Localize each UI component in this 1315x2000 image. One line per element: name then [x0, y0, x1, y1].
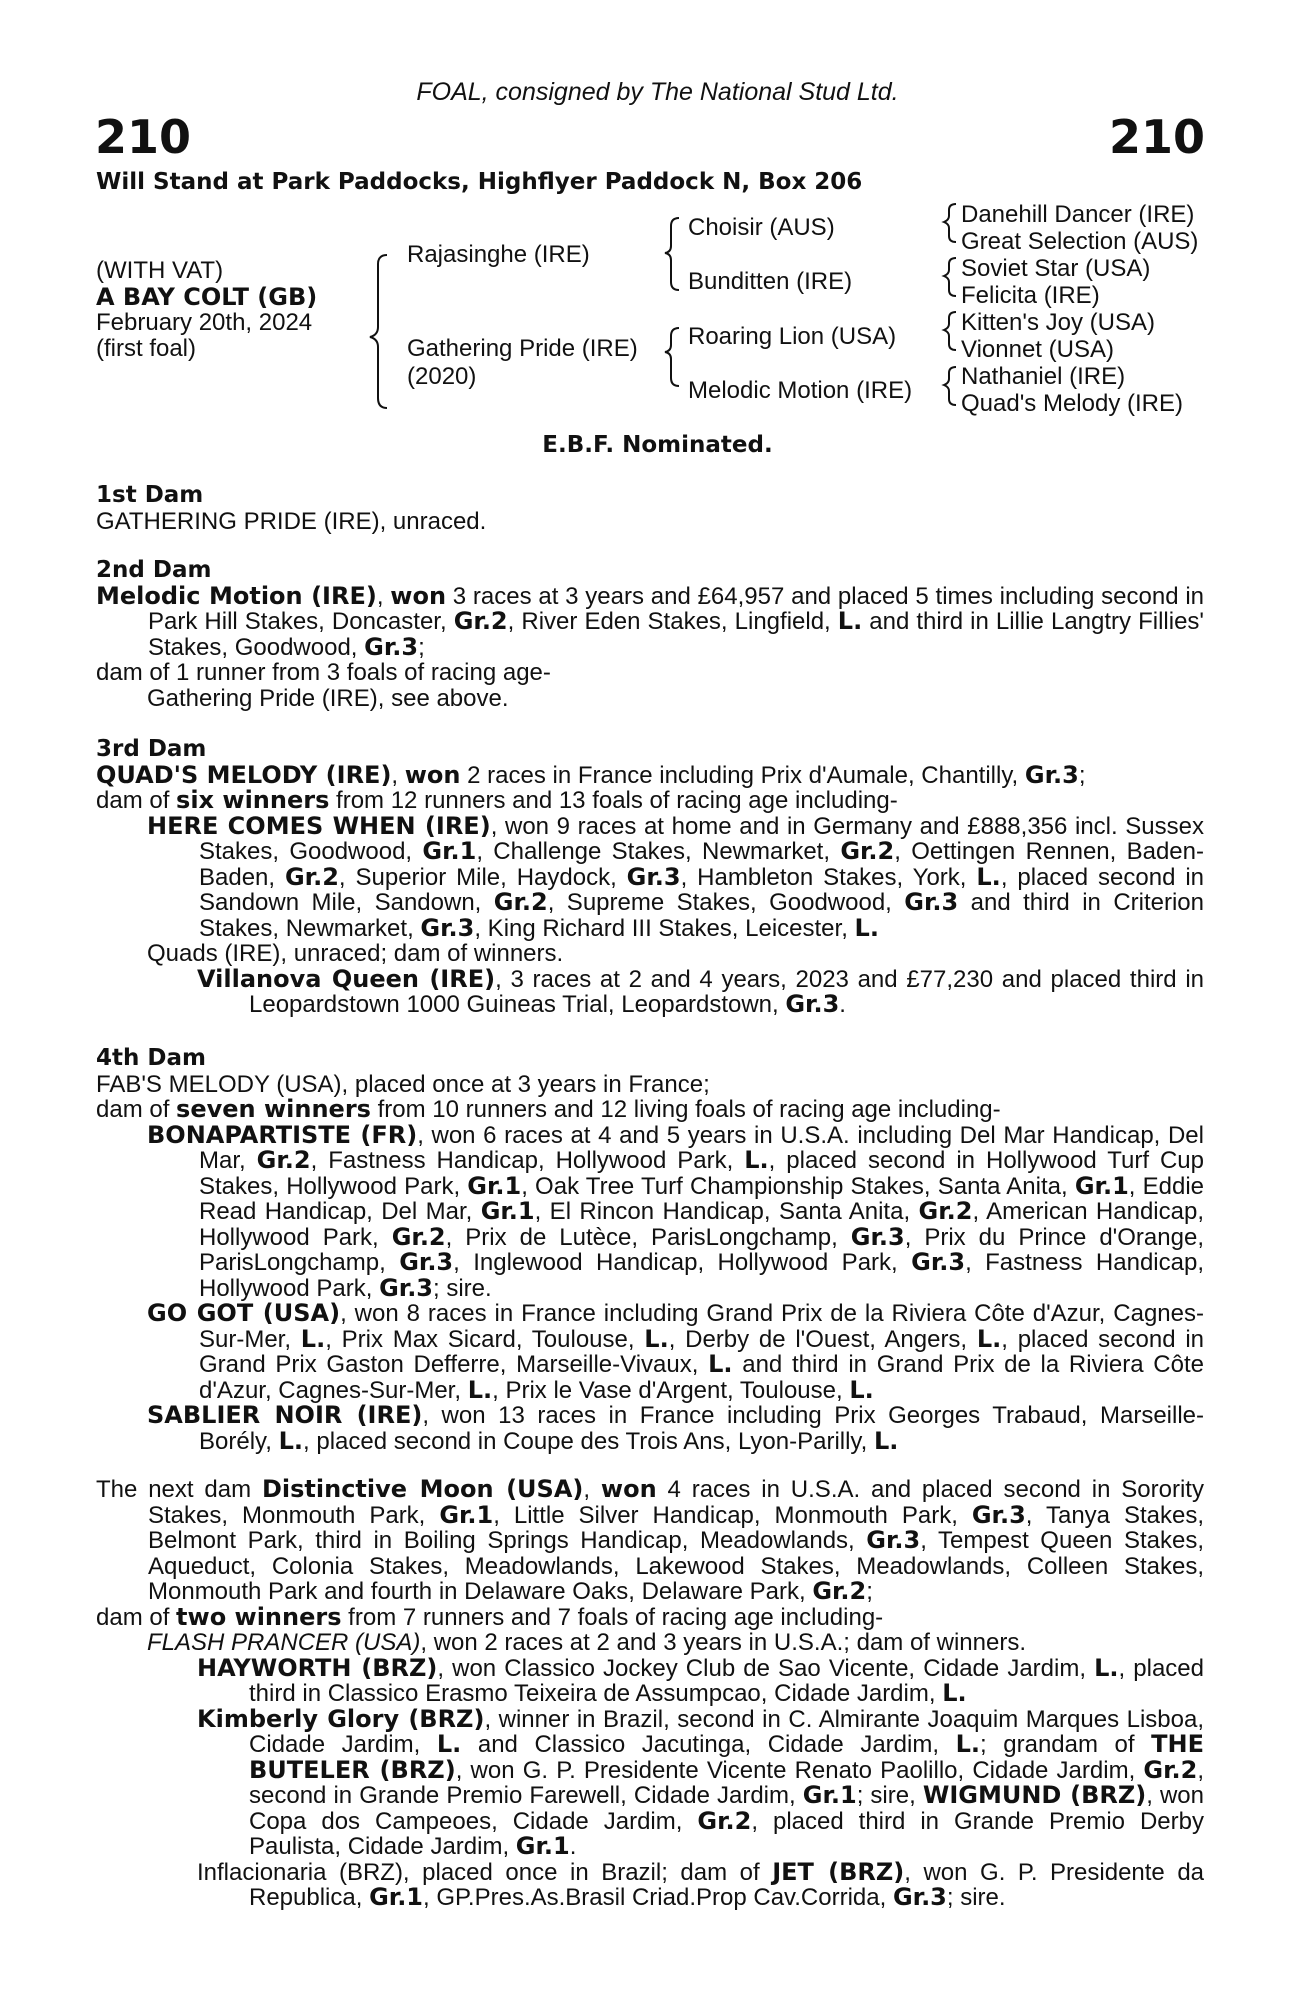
grade: Gr.1 [422, 837, 477, 865]
horse-name: HAYWORTH (BRZ) [197, 1653, 438, 1682]
horse-name: WIGMUND (BRZ) [922, 1781, 1147, 1809]
text: , Superior Mile, Haydock, [338, 863, 627, 891]
text: , El Rincon Handicap, Santa Anita, [534, 1198, 919, 1225]
text: , won 8 races in France including Grand Prix de la Riviera Côte d'Azur, Cagnes-Sur-Mer, [199, 1300, 1204, 1353]
grade: L. [854, 913, 879, 942]
produce-entry: Quads (IRE), unraced; dam of winners. [147, 940, 564, 967]
section-heading: 4th Dam [96, 1045, 206, 1071]
next-dam-section [96, 1477, 1204, 1911]
text: 3 races at 3 years and £64,957 and placed 5 times including second in Park Hill Stakes, Doncaster, [148, 582, 1205, 635]
text: , Fastness Handicap, Hollywood Park, [199, 1249, 1205, 1302]
second-dam-section [96, 558, 1204, 711]
text: dam of [96, 1603, 177, 1631]
grade: Gr.3 [850, 1222, 905, 1251]
text: , placed second in Coupe des Trois Ans, Lyon-Parilly, [303, 1427, 874, 1455]
horse-name: Kimberly Glory (BRZ) [197, 1704, 485, 1733]
text: , placed third in Classico Erasmo Teixeira de Assumpcao, Cidade Jardim, [249, 1654, 1204, 1707]
grade: Gr.2 [697, 1806, 752, 1835]
winners-count: two winners [176, 1602, 342, 1631]
text: , Prix Max Sicard, Toulouse, [325, 1325, 645, 1353]
text: . [569, 1833, 577, 1860]
produce-line [96, 788, 1204, 814]
text: , Prix du Prince d'Orange, ParisLongchamp, [199, 1223, 1204, 1276]
grade: Gr.3 [904, 888, 959, 916]
text: and Classico Jacutinga, Cidade Jardim, [461, 1731, 956, 1758]
grade: L. [976, 1324, 1002, 1353]
pedigree-sire-dam: Bunditten (IRE) [688, 268, 853, 295]
text: The next dam [96, 1476, 262, 1503]
grade: L. [644, 1324, 669, 1353]
pedigree-ssd: Great Selection (AUS) [961, 228, 1199, 255]
produce-entry [96, 1403, 1204, 1454]
grade: L. [874, 1426, 899, 1455]
lot-number-right: 210 [1108, 110, 1205, 164]
text: , won 2 races at 2 and 3 years in U.S.A.; dam of winners. [420, 1629, 1026, 1656]
text: , won 13 races in France including Prix Georges Trabaud, Marseille-Borély, [199, 1402, 1205, 1455]
text: , won Classico Jockey Club de Sao Vicente, Cidade Jardim, [437, 1654, 1095, 1682]
text: , Prix de Lutèce, ParisLongchamp, [445, 1223, 851, 1251]
text: , GP.Pres.As.Brasil Criad.Prop Cav.Corrida, [423, 1884, 893, 1911]
third-dam-section [96, 737, 1204, 1018]
grade: L. [744, 1146, 769, 1174]
fourth-dam-section [96, 1046, 1204, 1454]
produce-entry [96, 811, 1205, 942]
won-label: won [404, 760, 461, 789]
text: , 3 races at 2 and 4 years, 2023 and £77,230 and placed third in Leopardstown 1000 Guineas Trial, Leopardstown, [249, 965, 1205, 1018]
produce-entry [96, 1857, 1205, 1911]
horse-name: Villanova Queen (IRE) [197, 964, 496, 993]
produce-entry [96, 1301, 1204, 1403]
produce-line [96, 1097, 1204, 1123]
grade: Gr.1 [480, 1197, 535, 1225]
text: , won 9 races at home and in Germany and £888,356 incl. Sussex Stakes, Goodwood, [199, 812, 1205, 865]
grade: Gr.3 [399, 1248, 454, 1276]
pedigree-sss: Danehill Dancer (IRE) [961, 201, 1195, 228]
text: from 10 runners and 12 living foals of racing age including- [370, 1096, 1001, 1123]
text: , King Richard III Stakes, Leicester, [474, 914, 855, 942]
produce-line [96, 1602, 1204, 1631]
text: ; sire. [946, 1884, 1006, 1911]
text: , won Copa dos Campeoes, Cidade Jardim, [249, 1782, 1204, 1835]
pedigree-dsd: Vionnet (USA) [961, 336, 1114, 363]
text: ; sire, [856, 1782, 916, 1809]
grade: Gr.2 [391, 1222, 446, 1251]
horse-name: THE BUTELER (BRZ) [249, 1730, 1204, 1784]
horse-name: GO GOT (USA) [147, 1299, 341, 1327]
pedigree-sds: Soviet Star (USA) [961, 255, 1151, 282]
dd-brace [944, 367, 956, 405]
produce-line: dam of 1 runner from 3 foals of racing age- [96, 659, 551, 686]
produce-entry [96, 1630, 1204, 1656]
pedigree-sire: Rajasinghe (IRE) [407, 241, 590, 268]
first-dam-text: GATHERING PRIDE (IRE), unraced. [96, 507, 487, 535]
grade: L. [849, 1375, 874, 1404]
grade: Gr.1 [1074, 1171, 1129, 1200]
grade: Gr.1 [439, 1500, 494, 1529]
text: , Derby de l'Ouest, Angers, [668, 1325, 977, 1353]
grade: Gr.3 [892, 1883, 947, 1911]
text: . [839, 991, 846, 1018]
ebf-nominated: E.B.F. Nominated. [542, 432, 773, 458]
ss-brace [944, 204, 956, 242]
horse-name: HERE COMES WHEN (IRE) [147, 811, 491, 840]
grade: Gr.2 [840, 837, 895, 865]
grade: Gr.2 [256, 1146, 311, 1174]
third-dam-record: QUAD'S MELODY (IRE), won 2 races in France including Prix d'Aumale, Chantilly, Gr.3; [96, 760, 1086, 789]
text: , winner in Brazil, second in C. Almirante Joaquim Marques Lisboa, Cidade Jardim, [249, 1705, 1205, 1758]
text: , won G. P. Presidente da Republica, [249, 1858, 1205, 1911]
grade: Gr.3 [420, 913, 475, 942]
text: , won G. P. Presidente Vicente Renato Paolillo, Cidade Jardim, [455, 1756, 1144, 1784]
dam-brace [665, 328, 679, 386]
text: , Eddie Read Handicap, Del Mar, [199, 1172, 1204, 1225]
horse-name: Distinctive Moon (USA) [261, 1475, 584, 1503]
text: ; sire. [433, 1274, 492, 1302]
grade: Gr.3 [626, 862, 681, 891]
text: , Inglewood Handicap, Hollywood Park, [453, 1249, 912, 1276]
grade: L. [837, 607, 863, 635]
grade: Gr.3 [1024, 760, 1079, 789]
main-brace [370, 255, 387, 408]
pedigree-sire-sire: Choisir (AUS) [688, 214, 835, 241]
pedigree-ddd: Quad's Melody (IRE) [961, 390, 1183, 417]
grade: L. [278, 1426, 304, 1455]
text: , American Handicap, Hollywood Park, [199, 1198, 1204, 1251]
grade: Gr.1 [369, 1883, 424, 1911]
text: and third in Lillie Langtry Fillies' Stakes, Goodwood, [148, 608, 1204, 661]
grade: Gr.2 [812, 1577, 867, 1605]
pedigree-dds: Nathaniel (IRE) [961, 363, 1126, 390]
horse-name: FLASH PRANCER (USA) [147, 1629, 421, 1656]
grade: L. [942, 1679, 967, 1707]
pedigree-sdd: Felicita (IRE) [961, 282, 1100, 309]
text: , Hambleton Stakes, York, [680, 863, 977, 891]
text: , Supreme Stakes, Goodwood, [547, 889, 905, 916]
text: and third in Grand Prix de la Riviera Côte d'Azur, Cagnes-Sur-Mer, [199, 1351, 1204, 1404]
stand-location: Will Stand at Park Paddocks, Highflyer Paddock N, Box 206 [96, 169, 863, 195]
text: from 12 runners and 13 foals of racing age including- [329, 787, 898, 814]
grade: Gr.2 [493, 888, 548, 916]
sire-brace [665, 218, 679, 290]
text: , River Eden Stakes, Lingfield, [507, 608, 838, 635]
grade: Gr.2 [918, 1197, 973, 1225]
winners-count: six winners [176, 786, 330, 814]
text: , placed second in Hollywood Turf Cup Stakes, Hollywood Park, [199, 1147, 1205, 1200]
grade: Gr.3 [364, 632, 419, 661]
grade: Gr.2 [1143, 1755, 1198, 1784]
grade: Gr.1 [467, 1171, 522, 1200]
ds-brace [944, 312, 956, 350]
grade: Gr.3 [911, 1248, 966, 1276]
sd-brace [944, 258, 956, 296]
winners-count: seven winners [176, 1095, 371, 1123]
text: dam of [96, 787, 177, 814]
grade: L. [467, 1375, 493, 1404]
vat-note: (WITH VAT) [96, 257, 224, 284]
text: , placed second in Grand Prix Gaston Defferre, Marseille-Vivaux, [199, 1325, 1204, 1378]
produce-entry [96, 1653, 1204, 1707]
second-dam-record: Melodic Motion (IRE), won 3 races at 3 years and £64,957 and placed 5 times including second in Park Hill Stakes, Doncaster, Gr.2, River Eden Stakes, Lingfield, L. and third in Lillie Langtry Fillies' Stakes, Goodwood, Gr.3; [96, 581, 1205, 661]
grade: L. [976, 862, 1001, 891]
pedigree-dam-sire: Roaring Lion (USA) [688, 323, 897, 350]
text: dam of [96, 1096, 177, 1123]
text: , Little Silver Handicap, Monmouth Park, [493, 1501, 972, 1529]
text: 4 races in U.S.A. and placed second in Sorority Stakes, Monmouth Park, [148, 1476, 1204, 1529]
pedigree-dam: Gathering Pride (IRE) [407, 335, 638, 362]
produce-entry: Gathering Pride (IRE), see above. [147, 684, 509, 712]
text: , Prix le Vase d'Argent, Toulouse, [492, 1376, 850, 1404]
horse-name: JET (BRZ) [772, 1857, 905, 1886]
horse-name: Melodic Motion (IRE) [96, 581, 377, 610]
text: ; [866, 1578, 873, 1605]
foal-title: A BAY COLT (GB) [96, 283, 318, 311]
first-dam-section [96, 483, 1204, 534]
produce-entry [96, 1120, 1205, 1302]
section-heading: 3rd Dam [96, 736, 207, 762]
produce-entry [96, 964, 1205, 1018]
horse-name: QUAD'S MELODY (IRE) [96, 760, 392, 789]
grade: L. [436, 1730, 462, 1758]
grade: Gr.2 [453, 607, 508, 635]
text: , Oettingen Rennen, Baden-Baden, [199, 838, 1204, 891]
won-label: won [600, 1475, 657, 1503]
text: , Tanya Stakes, Belmont Park, third in Boiling Springs Handicap, Meadowlands, [148, 1501, 1205, 1554]
text: , Tempest Queen Stakes, Aqueduct, Colonia Stakes, Meadowlands, Lakewood Stakes, Meadowlands, Colleen Stakes, Monmouth Park and fourth in Delaware Oaks, Delaware Park, [148, 1527, 1204, 1605]
grade: Gr.3 [379, 1273, 434, 1302]
foal-dob: February 20th, 2024 [96, 309, 313, 336]
foal-note: (first foal) [96, 335, 197, 362]
text: , placed second in Sandown Mile, Sandown, [199, 863, 1205, 916]
grade: L. [708, 1350, 733, 1378]
text: ; grandam of [980, 1731, 1152, 1758]
pedigree-dss: Kitten's Joy (USA) [961, 309, 1155, 336]
grade: Gr.1 [515, 1832, 570, 1860]
text: , second in Grande Premio Farewell, Cidade Jardim, [249, 1756, 1205, 1809]
grade: Gr.2 [284, 862, 339, 891]
won-label: won [390, 581, 447, 610]
grade: Gr.3 [866, 1526, 921, 1554]
text: , Challenge Stakes, Newmarket, [476, 838, 841, 865]
text: , won 6 races at 4 and 5 years in U.S.A. including Del Mar Handicap, Del Mar, [199, 1121, 1204, 1174]
text: from 7 runners and 7 foals of racing age including- [341, 1603, 884, 1631]
text: , Oak Tree Turf Championship Stakes, Santa Anita, [521, 1172, 1075, 1200]
text: Inflacionaria (BRZ), placed once in Brazil; dam of [197, 1858, 773, 1886]
text: and third in Criterion Stakes, Newmarket, [199, 889, 1205, 942]
section-heading: 1st Dam [96, 482, 204, 508]
section-heading: 2nd Dam [96, 557, 212, 583]
grade: L. [300, 1324, 326, 1353]
text: 2 races in France including Prix d'Aumale, Chantilly, [460, 761, 1025, 789]
grade: L. [1094, 1653, 1119, 1682]
horse-name: BONAPARTISTE (FR) [147, 1120, 418, 1149]
produce-entry [96, 1704, 1205, 1860]
text: ; [1078, 761, 1086, 789]
grade: Gr.3 [785, 990, 840, 1018]
lot-number-left: 210 [95, 110, 192, 164]
next-dam-record: The next dam Distinctive Moon (USA), won 4 races in U.S.A. and placed second in Sorority Stakes, Monmouth Park, Gr.1, Little Silver Handicap, Monmouth Park, Gr.3, Tanya Stakes, Belmont Park, third in Boiling Springs Handicap, Meadowlands, Gr.3, Tempest Queen Stakes, Aqueduct, Colonia Stakes, Meadowlands, Lakewood Stakes, Meadowlands, Colleen Stakes, Monmouth Park and fourth in Delaware Oaks, Delaware Park, Gr.2; [96, 1475, 1205, 1605]
grade: L. [955, 1730, 981, 1758]
consignor-line: FOAL, consigned by The National Stud Ltd. [416, 78, 899, 106]
text: ; [418, 633, 425, 661]
grade: Gr.3 [971, 1500, 1026, 1529]
grade: Gr.1 [802, 1781, 857, 1809]
horse-name: SABLIER NOIR (IRE) [147, 1401, 423, 1429]
text: , placed third in Grande Premio Derby Paulista, Cidade Jardim, [249, 1807, 1204, 1860]
text: , Fastness Handicap, Hollywood Park, [310, 1147, 745, 1174]
pedigree-dam-dam: Melodic Motion (IRE) [688, 377, 913, 404]
fourth-dam-record: FAB'S MELODY (USA), placed once at 3 years in France; [96, 1070, 710, 1098]
pedigree-dam-year: (2020) [407, 363, 477, 390]
